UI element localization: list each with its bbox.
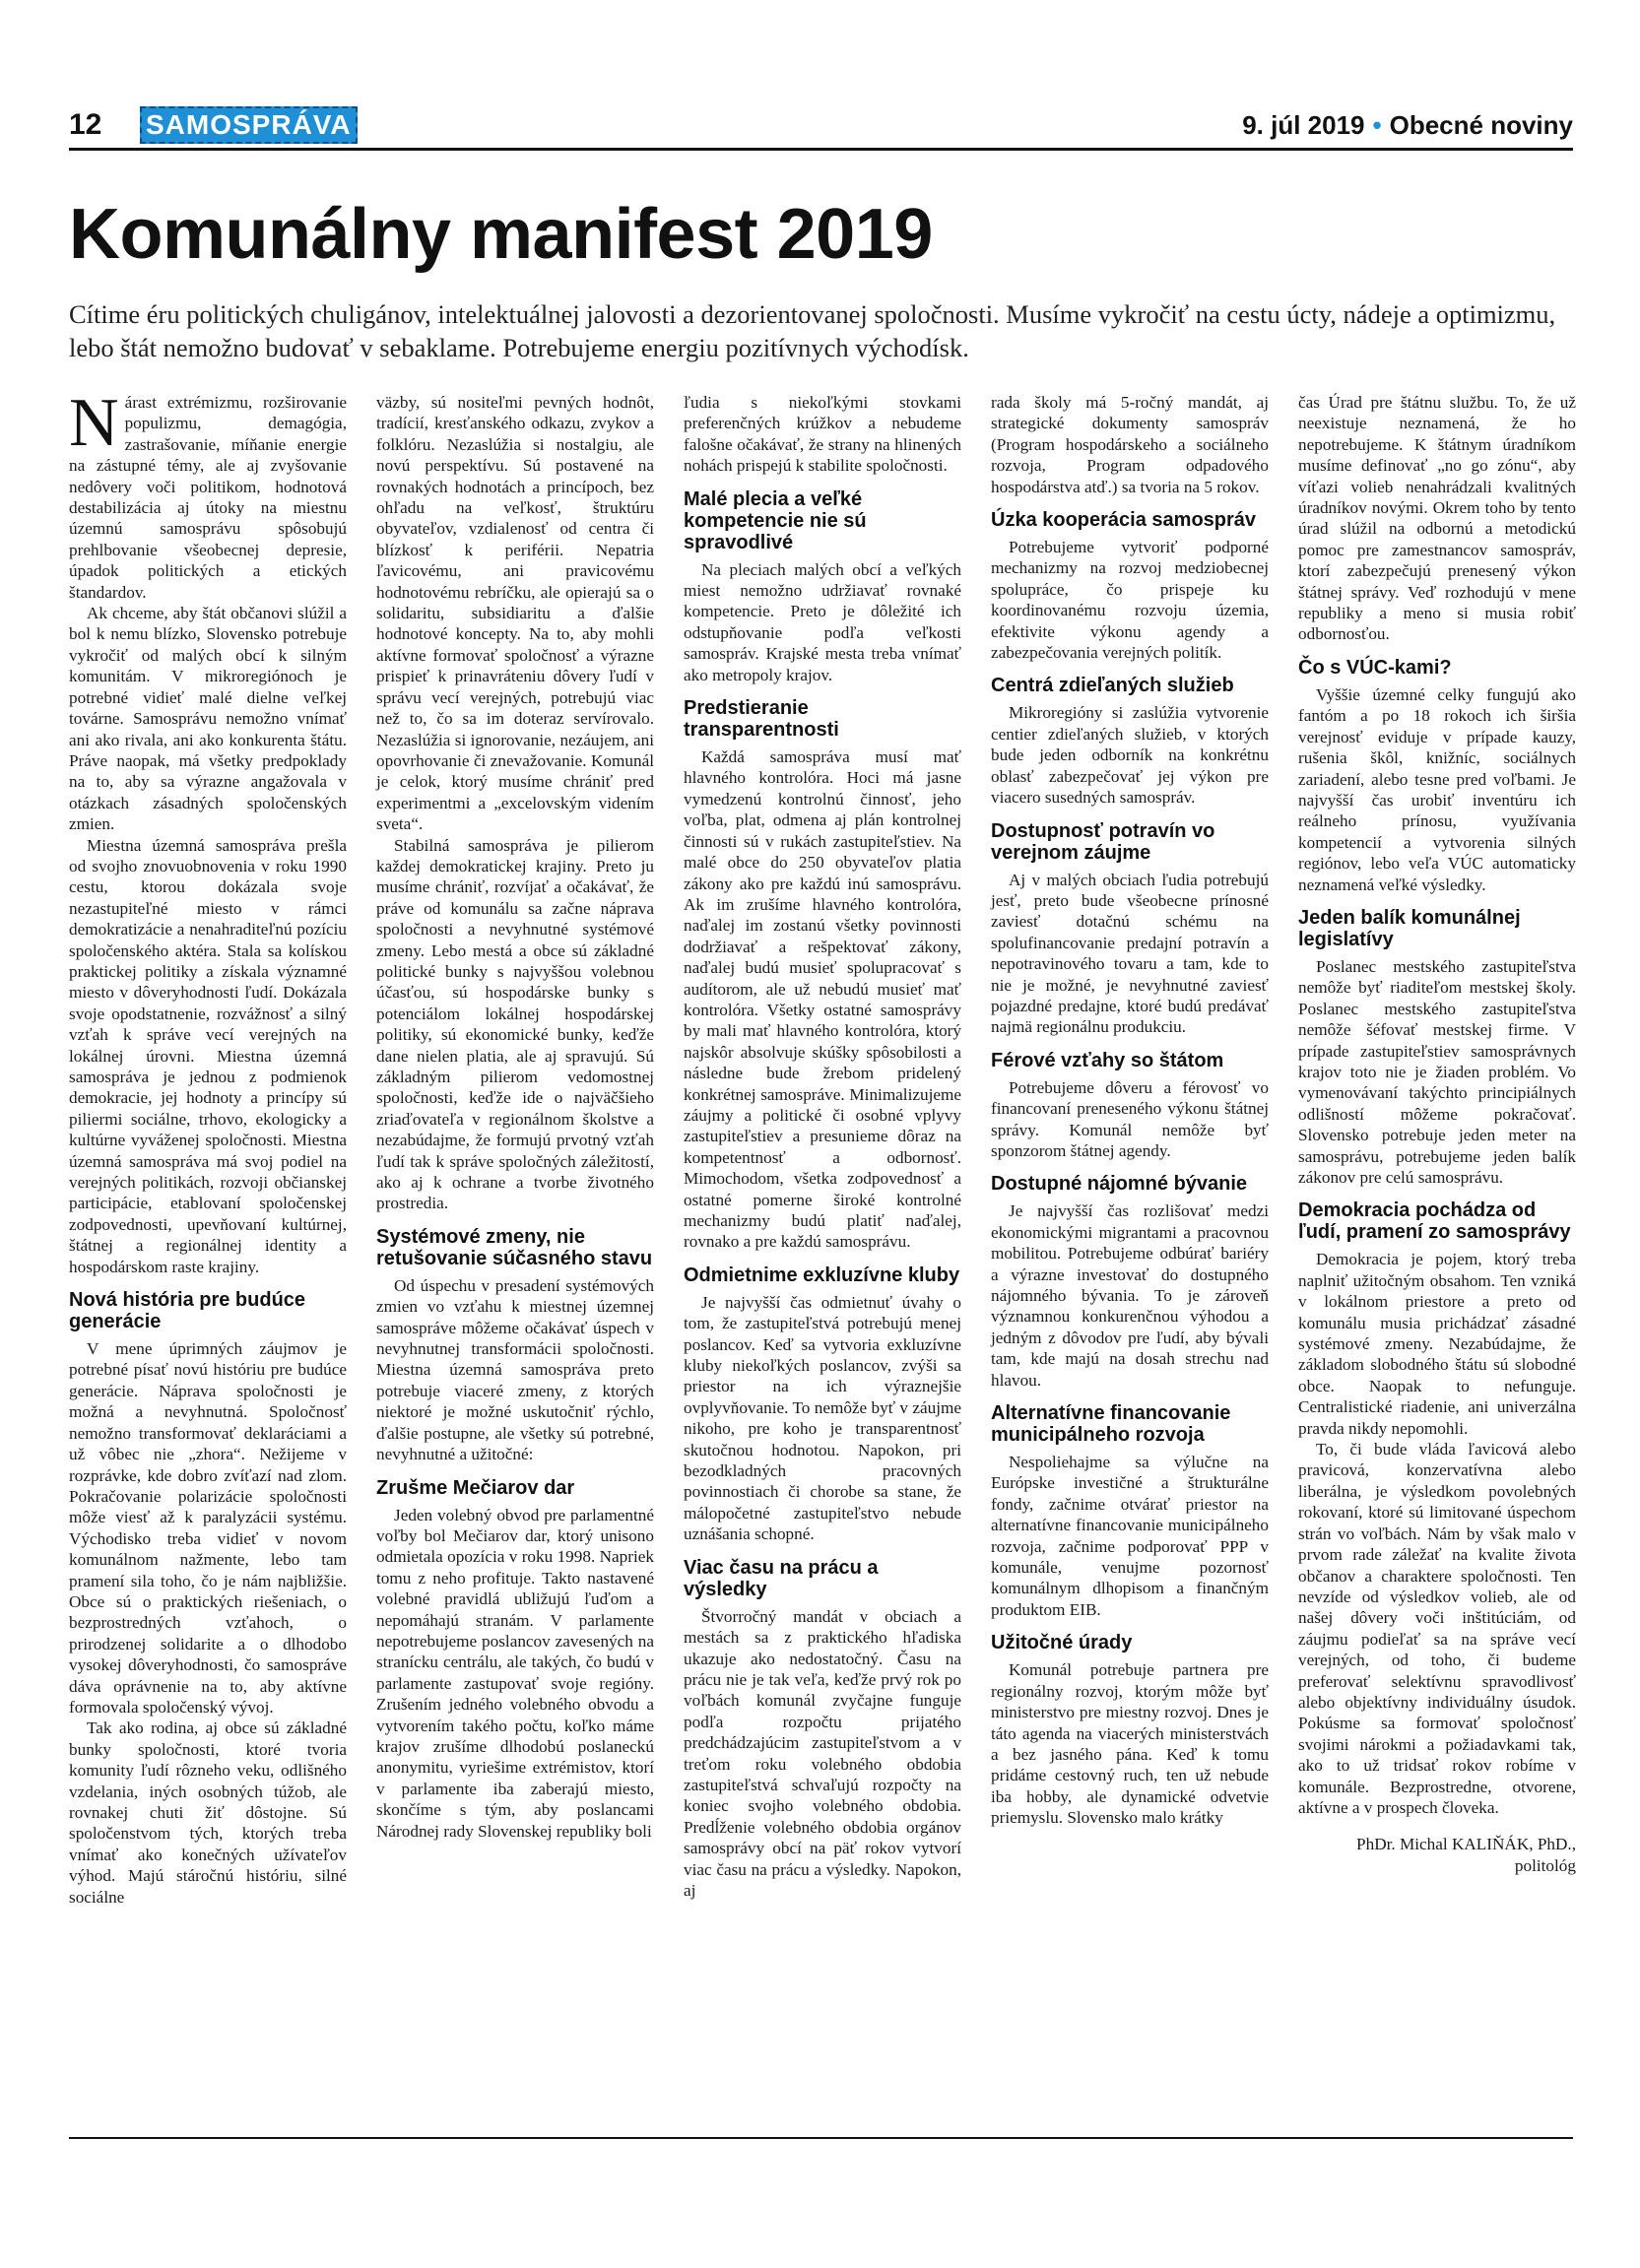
subheading: Odmietnime exkluzívne kluby bbox=[684, 1264, 960, 1286]
subheading: Jeden balík komunálnej legislatívy bbox=[1298, 906, 1521, 950]
issue-info bbox=[1242, 110, 1573, 141]
paragraph: Je najvyšší čas odmietnuť úvahy o tom, že zastupiteľstvá potrebujú menej poslancov. Keď sa vytvoria exkluzívne kluby niekoľkých poslancov, zvýši sa priestor na ich výraznejšie ovplyvňovanie. To nemôže byť v záujme nikoho, pre koho je transparentnosť skutočnou hodnotou. Napokon, pri bezodkladných pracovných povinnostiach či chorobe sa stane, že málopočetné zastupiteľstvo nebude uznášania schopné. bbox=[684, 1292, 961, 1544]
paragraph: Potrebujeme dôveru a férovosť vo financovaní preneseného výkonu štátnej správy. Komunál nemôže byť sponzorom štátnej agendy. bbox=[991, 1077, 1269, 1160]
subheading: Nová história pre budúce generácie bbox=[69, 1289, 306, 1333]
paragraph: čas Úrad pre štátnu službu. To, že už neexistuje neznamená, že ho nepotrebujeme. K štátnym úradníkom musíme definovať „no go zónu“, aby víťazi volieb nenahrádzali kvalitných úradníkov novými. Okrem toho by tento úrad slúžil na odbornú a metodickú pomoc pre zamestnancov samospráv, ktorí zabezpečujú prenesený výkon štátnej správy. Veď rozhodujú v mene republiky a meno si musia robiť odbornosťou. bbox=[1298, 393, 1576, 644]
drop-cap: N bbox=[69, 385, 119, 461]
column-5 bbox=[1298, 392, 1576, 1877]
paragraph: Demokracia je pojem, ktorý treba naplniť užitočným obsahom. Ten vzniká v lokálnom priestore a preto od komunálu musia prichádzať zásadné systémové zmeny. Nezabúdajme, že základom slobodného štátu sú slobodné obce. Naopak to nefunguje. Centralistické riadenie, ani univerzálna pravda nikdy nepomohli. bbox=[1298, 1250, 1576, 1438]
article-title: Komunálny manifest 2019 bbox=[69, 195, 933, 274]
paragraph: Komunál potrebuje partnera pre regionálny rozvoj, ktorým môže byť ministerstvo pre miestny rozvoj. Dnes je táto agenda na viacerých ministerstvách a bez jasného pána. Keď k tomu pridáme cestovný ruch, ten už nebude iba hobby, ale dynamické odvetvie priemyslu. Slovensko malo krátky bbox=[991, 1660, 1269, 1828]
column-1 bbox=[69, 385, 347, 1908]
subheading: Dostupné nájomné bývanie bbox=[991, 1173, 1248, 1196]
paragraph: Tak ako rodina, aj obce sú základné bunky spoločnosti, ktoré tvoria komunity ľudí rôzneho veku, odlišného vzdelania, iných osobných túžob, ale rovnakej chuti žiť dôstojne. Sú spoločenstvom tých, ktorých treba vnímať ako konečných užívateľov výhod. Majú stáročnú históriu, silné sociálne bbox=[69, 1718, 347, 1907]
paragraph: Nespoliehajme sa výlučne na Európske investičné a štrukturálne fondy, začnime otvárať priestor na alternatívne financovanie municipálneho rozvoja, začnime podporovať PPP v komunále, venujme pozornosť komunálnym dlhopisom a finančným produktom EIB. bbox=[991, 1453, 1269, 1619]
column-3 bbox=[684, 392, 961, 1901]
subheading: Predstieranie transparentnosti bbox=[684, 697, 839, 742]
paragraph: Mikroregióny si zaslúžia vytvorenie centier zdieľaných služieb, v ktorých bude jeden odborník na konkrétnu oblasť zabezpečovať jej výkon pre viacero susedných samospráv. bbox=[991, 703, 1269, 808]
author-name: PhDr. Michal KALIŇÁK, PhD., bbox=[1356, 1835, 1576, 1854]
paragraph: Na pleciach malých obcí a veľkých miest nemožno udržiavať rovnaké kompetencie. Preto je dôležité ich odstupňovanie podľa veľkosti samospráv. Krajské mesta treba vnímať ako metropoly krajov. bbox=[684, 559, 961, 684]
subheading: Systémové zmeny, nie retušovanie súčasného stavu bbox=[376, 1225, 653, 1269]
paragraph: Potrebujeme vytvoriť podporné mechanizmy na rozvoj medziobecnej spolupráce, čo prispeje ku koordinovanému rozvoju územia, efektivite výkonu agendy a zabezpečovania verejných politík. bbox=[991, 538, 1269, 663]
article-lead: Cítime éru politických chuligánov, intelektuálnej jalovosti a dezorientovanej spoločnosti. Musíme vykročiť na cestu úcty, nádeje a optimizmu, lebo štát nemožno budovať v sebaklame. Potrebujeme energiu pozitívnych východísk. bbox=[69, 299, 1556, 362]
column-2 bbox=[376, 392, 654, 1842]
subheading: Viac času na prácu a výsledky bbox=[684, 1556, 879, 1600]
page-header bbox=[69, 106, 1573, 150]
column-4 bbox=[991, 392, 1269, 1829]
paragraph: To, či bude vláda ľavicová alebo pravicová, konzervatívna alebo liberálna, je výsledkom povolebných rokovaní, ktoré sú limitované úspechom strán vo voľbách. Nám by však malo v prvom rade záležať na kvalite života občanov a charaktere spoločnosti. Ten nevzíde od výsledkov volieb, ale od našej dôvery voči inštitúciám, od záujmu podieľať sa na správe vecí verejných, od toho, či budeme preferovať selektívnu spravodlivosť alebo objektívny individuálny úsudok. Pokúsme sa formovať spoločnosť svojimi nárokmi a požiadavkami tak, ako to už tridsať rokov robíme v komunále. Bezprostredne, otvorene, aktívne a v prospech človeka. bbox=[1298, 1440, 1576, 1817]
subheading: Čo s VÚC-kami? bbox=[1298, 656, 1452, 679]
paragraph: Je najvyšší čas rozlišovať medzi ekonomickými migrantami a pracovnou mobilitou. Potrebujeme odbúrať bariéry a výrazne investovať do dostupného nájomného bývania. To je zároveň významnou konkurenčnou výhodou a jedným z dôvodov pre ľudí, aby bývali tam, kde majú na dosah strechu nad hlavou. bbox=[991, 1201, 1269, 1390]
subheading: Užitočné úrady bbox=[991, 1632, 1133, 1654]
section-label[interactable]: SAMOSPRÁVA bbox=[140, 106, 358, 144]
paragraph: ľudia s niekoľkými stovkami preferenčných krúžkov a nebudeme falošne očakávať, že strany na hlinených nohách prispejú k stabilite spoločnosti. bbox=[684, 393, 961, 476]
subheading: Demokracia pochádza od ľudí, pramení zo samosprávy bbox=[1298, 1199, 1571, 1244]
paragraph: V mene úprimných záujmov je potrebné písať novú históriu pre budúce generácie. Náprava spoločnosti je možná a nevyhnutná. Spoločnosť nemožno transformovať deklaráciami a už vôbec nie „zhora“. Nežijeme v rozprávke, kde dobro zvíťazí nad zlom. Pokračovanie polarizácie spoločnosti môže viesť až k paralyzácii systému. Východisko treba vidieť v novom komunálnom nažmente, lebo tam pramení sila toho, čo je nám najbližšie. Obce sú o praktických riešeniach, o bezprostredných vzťahoch, o prirodzenej solidarite a o dlhodobo vysokej dôveryhodnosti, čo samospráve dáva oprávnenie na to, aby aktívne formovala spoločenský vývoj. bbox=[69, 1339, 347, 1717]
paragraph: Každá samospráva musí mať hlavného kontrolóra. Hoci má jasne vymedzenú kontrolnú činnosť, jeho voľba, plat, odmena aj plán kontrolnej činnosti sú v rukách zastupiteľstiev. Na malé obce do 250 obyvateľov platia zákony ako pre každú inú samosprávu. Ak im zrušíme hlavného kontrolóra, naďalej im zostanú všetky povinnosti dodržiavať a rešpektovať zákony, naďalej budú musieť spolupracovať s audítorom, ale už nebudú musieť mať kontrolóra. Všetky ostatné samosprávy by mali mať hlavného kontrolóra, ktorý najskôr absolvuje skúšky spôsobilosti a následne bude žrebom pridelený konkrétnej samospráve. Minimalizujeme záujmy a politické či osobné vplyvy zastupiteľstiev a presunieme dôraz na kompetentnosť a odbornosť. Mimochodom, všetka zodpovednosť a ostatné pomerne široké kontrolné mechanizmy budú platiť naďalej, rovnako a pre každú samosprávu. bbox=[684, 747, 961, 1252]
paragraph: Aj v malých obciach ľudia potrebujú jesť, preto bude všeobecne prínosné zaviesť dotačnú schému na spolufinancovanie predajní potravín a nepotravinového tovaru a tam, kde to nie je možné, je nevyhnutné zaviesť pojazdné predajne, ktoré budú predávať najmä regionálnu produkciu. bbox=[991, 870, 1269, 1037]
article-body bbox=[69, 385, 1576, 2123]
publication-name: Obecné noviny bbox=[1389, 110, 1573, 140]
paragraph: Jeden volebný obvod pre parlamentné voľby bol Mečiarov dar, ktorý unisono odmietala opozícia v roku 1998. Napriek tomu z neho profituje. Takto nastavené volebné pravidlá ubližujú ľuďom a nepomáhajú stranám. V parlamente nepotrebujeme poslancov zavesených na stranícku centrálu, ale takých, čo budú v parlamente zastupovať svoje regióny. Zrušením jedného volebného obvodu a vytvorením takého počtu, koľko máme krajov zrušíme dlhodobú poslaneckú anonymitu, vyriešime extrémistov, ktorí v parlamente iba zaberajú miesto, skončíme s tým, aby poslancami Národnej rady Slovenskej republiky boli bbox=[376, 1505, 654, 1841]
header-divider bbox=[69, 148, 1573, 151]
author-signature bbox=[1298, 1834, 1576, 1877]
footer-divider bbox=[69, 2137, 1573, 2139]
paragraph: Stabilná samospráva je pilierom každej demokratickej krajiny. Preto ju musíme chrániť, rozvíjať a očakávať, že práve od komunálu sa začne náprava spoločnosti a nevyhnutné systémové zmeny. Lebo mestá a obce sú základné politické bunky s najvyššou volebnou účasťou, sú hospodárske bunky s potenciálom lokálnej hospodárskej politiky, sú ekonomické bunky, keďže dane nielen platia, ale aj spravujú. Sú základným pilierom vedomostnej spoločnosti, keďže ide o najväčšieho zriaďovateľa v regionálnom školstve a nezabúdajme, že formujú prvotný vzťah ľudí tak k správe spoločných záležitostí, ako aj k ochrane a tvorbe životného prostredia. bbox=[376, 835, 654, 1213]
paragraph: Vyššie územné celky fungujú ako fantóm a po 18 rokoch ich širšia verejnosť eviduje v prípade kauzy, rušenia škôl, knižníc, sociálnych zariadení, alebo tesne pred voľbami. Je najvyšší čas urobiť inventúru ich reálneho prínosu, využívania kompetencií a vytvorenia silných regiónov, lebo veľa VÚC automaticky neznamená veľké výsledky. bbox=[1298, 684, 1576, 894]
paragraph: Štvorročný mandát v obciach a mestách sa z praktického hľadiska ukazuje ako nedostatočný. Času na prácu nie je tak veľa, keďže prvý rok po voľbách komunál zvyčajne funguje podľa rozpočtu prijatého predchádzajúcim zastupiteľstvom a v treťom roku volebného obdobia zastupiteľstvá schvaľujú rozpočty na koniec svojho volebného obdobia. Predĺženie volebného obdobia orgánov samosprávy obcí na päť rokov vytvorí viac času na prácu a výsledky. Napokon, aj bbox=[684, 1606, 961, 1900]
subheading: Zrušme Mečiarov dar bbox=[376, 1476, 575, 1499]
subheading: Malé plecia a veľké kompetencie nie sú spravodlivé bbox=[684, 487, 867, 553]
subheading: Alternatívne financovanie municipálneho rozvoja bbox=[991, 1402, 1231, 1447]
issue-date: 9. júl 2019 bbox=[1242, 110, 1365, 140]
paragraph: Od úspechu v presadení systémových zmien vo vzťahu k miestnej územnej samospráve môžeme očakávať úspech v nevyhnutnej transformácii spoločnosti. Miestna územná samospráva preto potrebuje viaceré zmeny, z ktorých niektoré je možné uskutočniť rýchlo, ďalšie postupne, ale všetky sú potrebné, nevyhnutné a užitočné: bbox=[376, 1275, 654, 1464]
paragraph: väzby, sú nositeľmi pevných hodnôt, tradícií, kresťanského odkazu, zvykov a folklóru. Nezaslúžia si nostalgiu, ale novú perspektívu. Sú postavené na rovnakých hodnotách a princípoch, bez ohľadu na veľkosť, štruktúru obyvateľov, vzdialenosť od centra či blízkosť k periférii. Nepatria ľavicovému, ani pravicovému hodnotovému rebríčku, ale opierajú sa o solidaritu, subsidiaritu a ďalšie hodnotové koncepty. Na to, aby mohli aktívne formovať spoločnosť a výrazne prispieť k prinavráteniu dôvery ľudí v správu vecí verejných, potrebujú viac než to, čo sa im doteraz servírovalo. Nezaslúžia si ignorovanie, nezáujem, ani opovrhovanie či znevažovanie. Komunál je celok, ktorý musíme chrániť pred experimentmi a „excelovským videním sveta“. bbox=[376, 393, 654, 834]
page-number: 12 bbox=[69, 108, 102, 141]
subheading: Dostupnosť potravín vo verejnom záujme bbox=[991, 819, 1215, 864]
paragraph: Nárast extrémizmu, rozširovanie populizmu, demagógia, zastrašovanie, míňanie energie na zástupné témy, ale aj zvyšovanie nedôvery voči politikom, hodnotová destabilizácia aj útoky na miestnu územnú samosprávu spôsobujú prehlbovanie všeobecnej depresie, úpadok politických a etických štandardov. bbox=[69, 385, 347, 602]
paragraph: Miestna územná samospráva prešla od svojho znovuobnovenia v roku 1990 cestu, ktorou dokázala svoje nezastupiteľné miesto v rámci demokratizácie a nenahraditeľnú pozíciu spoločenského aktéra. Stala sa kolískou praktickej politiky a získala významné miesto v dôveryhodnosti ľudí. Dokázala svoje opodstatnenie, rozvážnosť a silný vzťah k správe vecí verejných na lokálnej úrovni. Miestna územná samospráva je jednou z podmienok demokracie, jej hodnoty a princípy sú piliermi sociálne, trhovo, ekologicky a kultúrne vyváženej spoločnosti. Miestna územná samospráva má svoj podiel na verejných politikách, rozvoji občianskej participácie, etablovaní spoločenskej zodpovednosti, upevňovaní kultúrnej, štátnej a regionálnej identity a hospodárskom raste krajiny. bbox=[69, 835, 347, 1276]
subheading: Férové vzťahy so štátom bbox=[991, 1049, 1224, 1071]
subheading: Úzka kooperácia samospráv bbox=[991, 509, 1257, 532]
paragraph: rada školy má 5-ročný mandát, aj strategické dokumenty samospráv (Program hospodárskeho a sociálneho rozvoja, Program odpadového hospodárstva atď.) sa tvoria na 5 rokov. bbox=[991, 393, 1269, 496]
subheading: Centrá zdieľaných služieb bbox=[991, 675, 1234, 697]
paragraph: Poslanec mestského zastupiteľstva nemôže byť riaditeľom mestskej školy. Poslanec mestského zastupiteľstva nemôže šéfovať mestskej firme. V prípade zastupiteľstiev samosprávnych krajov toto nie je žiaden problém. Vo vymenovávaní takýchto principiálnych odlišností môžeme pokračovať. Slovensko potrebuje jeden meter na samosprávu, potrebujeme jeden balík zákonov pre celú samosprávu. bbox=[1298, 956, 1576, 1187]
author-role: politológ bbox=[1514, 1856, 1576, 1876]
paragraph: Ak chceme, aby štát občanovi slúžil a bol k nemu blízko, Slovensko potrebuje vykročiť od malých obcí k silným komunitám. V mikroregiónoch je potrebné vidieť malé dielne veľkej továrne. Samosprávu nemožno vnímať ani ako rivala, ani ako konkurenta štátu. Práve naopak, má všetky predpoklady na to, aby sa výrazne angažovala v otázkach zásadných spoločenských zmien. bbox=[69, 604, 347, 834]
separator-dot: • bbox=[1372, 110, 1382, 140]
